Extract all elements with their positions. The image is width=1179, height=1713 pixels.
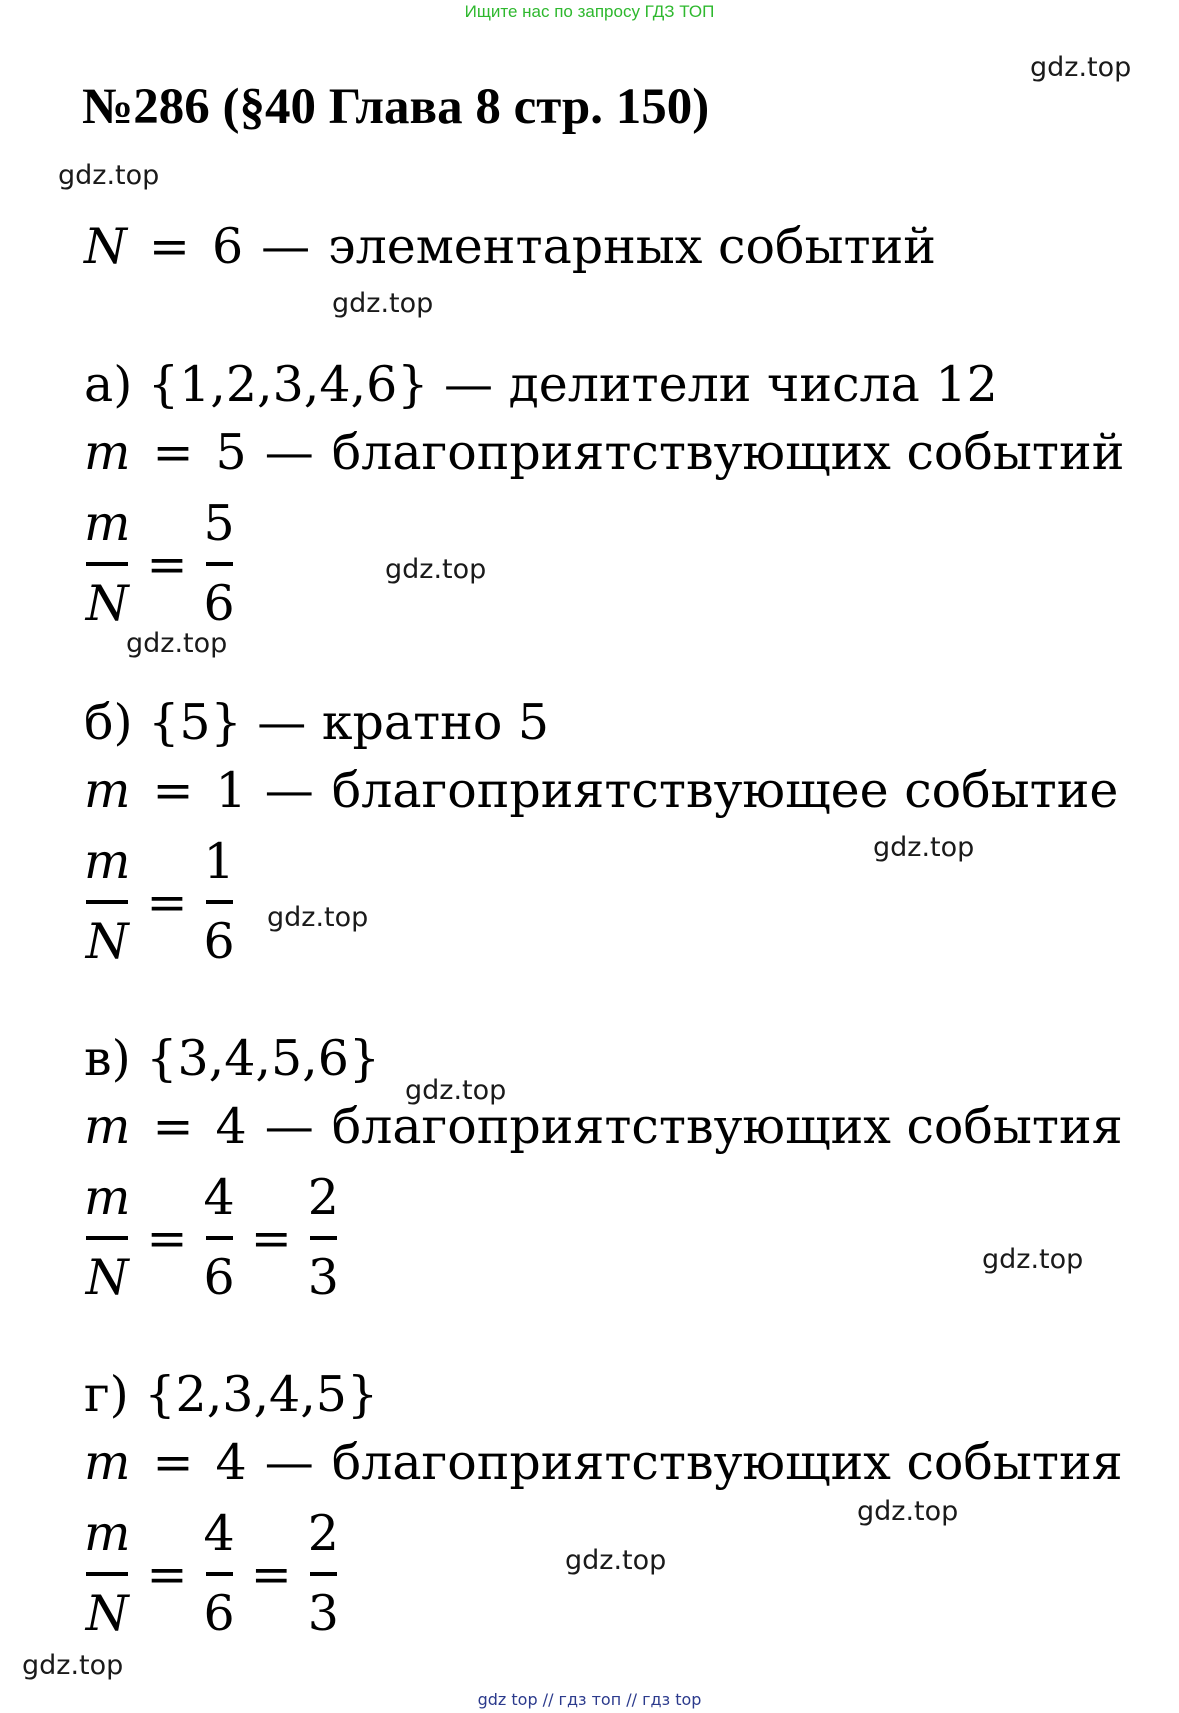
fraction: $\frac{2}{3}$ [307,1169,339,1306]
watermark: gdz.top [405,1075,507,1106]
watermark: gdz.top [1030,52,1132,83]
watermark: gdz.top [873,832,975,863]
intro-line: N = 6 — элементарных событий [84,218,936,275]
watermark: gdz.top [332,288,434,319]
part-d-label: г) {2,3,4,5} [84,1366,379,1423]
part-c-m-line: m = 4 — благоприятствующих события [84,1098,1123,1155]
fraction: $\frac{m}{N}$ [84,495,131,632]
fraction: $\frac{4}{6}$ [203,1505,235,1642]
part-b-fraction: $\frac{m}{N}$ = $\frac{1}{6}$ [84,824,235,980]
page-title: №286 (§40 Глава 8 стр. 150) [82,79,710,135]
watermark: gdz.top [857,1496,959,1527]
part-b-m-line: m = 1 — благоприятствующее событие [84,762,1119,819]
fraction: $\frac{m}{N}$ [84,1169,131,1306]
fraction: $\frac{4}{6}$ [203,1169,235,1306]
top-banner[interactable]: Ищите нас по запросу ГДЗ ТОП [464,2,715,21]
watermark: gdz.top [565,1545,667,1576]
watermark: gdz.top [22,1650,124,1681]
fraction: $\frac{m}{N}$ [84,1505,131,1642]
watermark: gdz.top [267,902,369,933]
fraction: $\frac{m}{N}$ [84,833,131,970]
part-a-label: а) {1,2,3,4,6} — делители числа 12 [84,356,998,413]
fraction: $\frac{2}{3}$ [307,1505,339,1642]
part-d-fraction: $\frac{m}{N}$ = $\frac{4}{6}$ = $\frac{2}{3}$ [84,1496,339,1652]
watermark: gdz.top [58,160,160,191]
fraction: $\frac{1}{6}$ [203,833,235,970]
watermark: gdz.top [385,554,487,585]
part-d-m-line: m = 4 — благоприятствующих события [84,1434,1123,1491]
part-c-fraction: $\frac{m}{N}$ = $\frac{4}{6}$ = $\frac{2}{3}$ [84,1160,339,1316]
var-N: N [84,218,127,275]
watermark: gdz.top [126,628,228,659]
part-a-fraction: $\frac{m}{N}$ = $\frac{5}{6}$ [84,486,235,642]
footer-links[interactable]: gdz top // гдз топ // гдз top [477,1690,702,1709]
watermark: gdz.top [982,1244,1084,1275]
part-c-label: в) {3,4,5,6} [84,1030,381,1087]
fraction: $\frac{5}{6}$ [203,495,235,632]
part-a-m-line: m = 5 — благоприятствующих событий [84,424,1125,481]
part-b-label: б) {5} — кратно 5 [84,694,550,751]
